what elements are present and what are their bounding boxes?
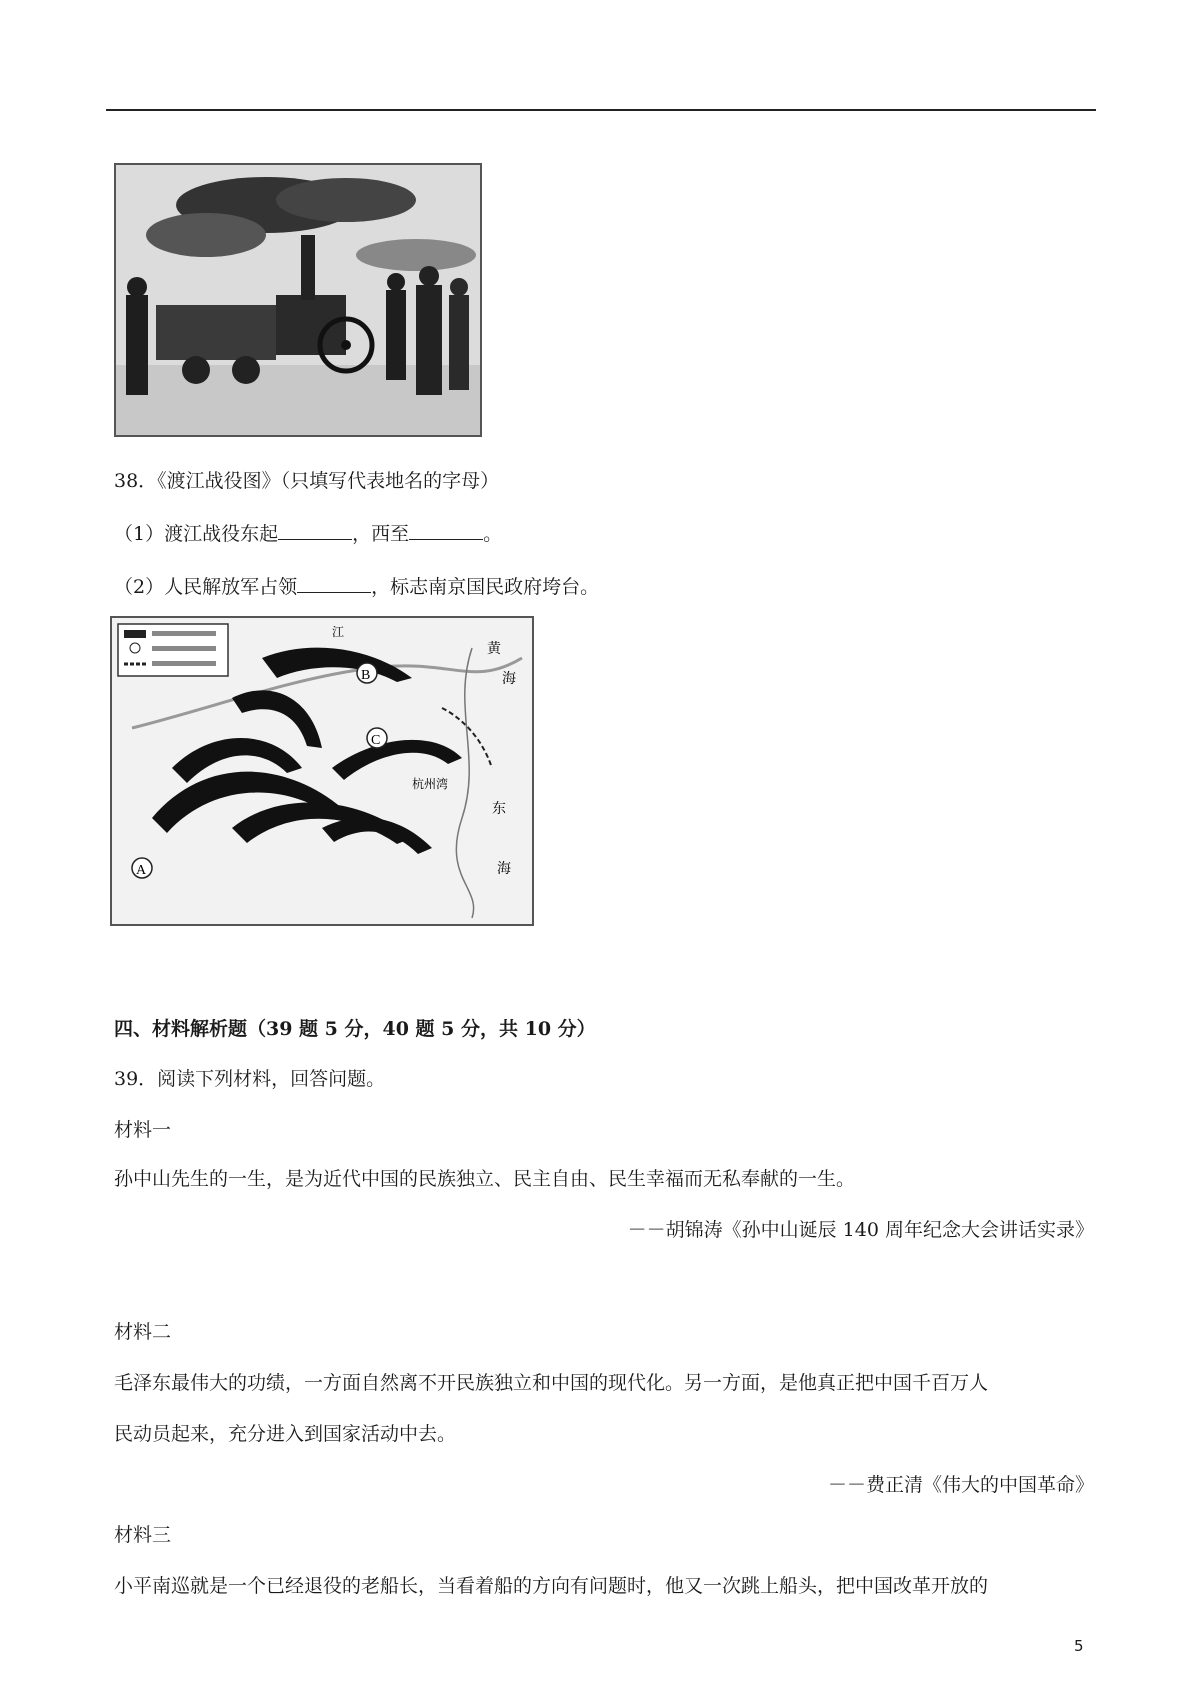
map-label-dong: 东 [492,801,506,817]
locomotive-illustration [114,163,482,437]
q39-intro: 39．阅读下列材料，回答问题。 [114,1068,386,1090]
page-number: 5 [1074,1637,1084,1655]
section-4-heading: 四、材料解析题（39 题 5 分，40 题 5 分，共 10 分） [114,1018,596,1040]
map-label-c: C [371,733,381,748]
campaign-map-drawing [112,618,532,924]
locomotive-drawing [116,165,480,435]
material-2-text-line1: 毛泽东最伟大的功绩，一方面自然离不开民族独立和中国的现代化。另一方面，是他真正把中国千百万人 [114,1372,989,1394]
material-3-text-line1: 小平南巡就是一个已经退役的老船长，当看着船的方向有问题时，他又一次跳上船头，把中国改革开放的 [114,1575,989,1597]
answer-blank-capture[interactable] [297,572,371,593]
q38-part1-text-b: ，西至 [352,523,410,545]
material-1-label: 材料一 [114,1119,172,1141]
answer-blank-east[interactable] [278,519,352,540]
q38-part1-text-a: （1）渡江战役东起 [114,523,279,545]
map-label-b: B [361,668,371,683]
map-label-a: A [136,863,147,878]
q38-title: 38．《渡江战役图》（只填写代表地名的字母） [114,470,500,492]
q38-part2-text-b: ，标志南京国民政府垮台。 [371,576,600,598]
material-2-label: 材料二 [114,1321,172,1343]
q38-part1 [114,519,502,547]
header-rule [106,109,1096,111]
map-label-huang: 黄 [487,641,501,657]
campaign-map [110,616,534,926]
material-1-source: －－胡锦涛《孙中山诞辰 140 周年纪念大会讲话实录》 [627,1219,1094,1241]
q38-part2-text-a: （2）人民解放军占领 [114,576,298,598]
map-label-jiang: 江 [332,625,345,639]
q38-part1-text-c: 。 [483,523,503,545]
q38-part2 [114,572,599,600]
map-label-hangzhou-bay: 杭州湾 [412,777,449,791]
material-1-text: 孙中山先生的一生，是为近代中国的民族独立、民主自由、民生幸福而无私奉献的一生。 [114,1168,856,1190]
material-2-text-line2: 民动员起来，充分进入到国家活动中去。 [114,1423,457,1445]
map-label-hai1: 海 [502,671,516,687]
answer-blank-west[interactable] [409,519,483,540]
map-label-hai2: 海 [497,861,511,877]
material-3-label: 材料三 [114,1524,172,1546]
material-2-source: －－费正清《伟大的中国革命》 [827,1474,1094,1496]
